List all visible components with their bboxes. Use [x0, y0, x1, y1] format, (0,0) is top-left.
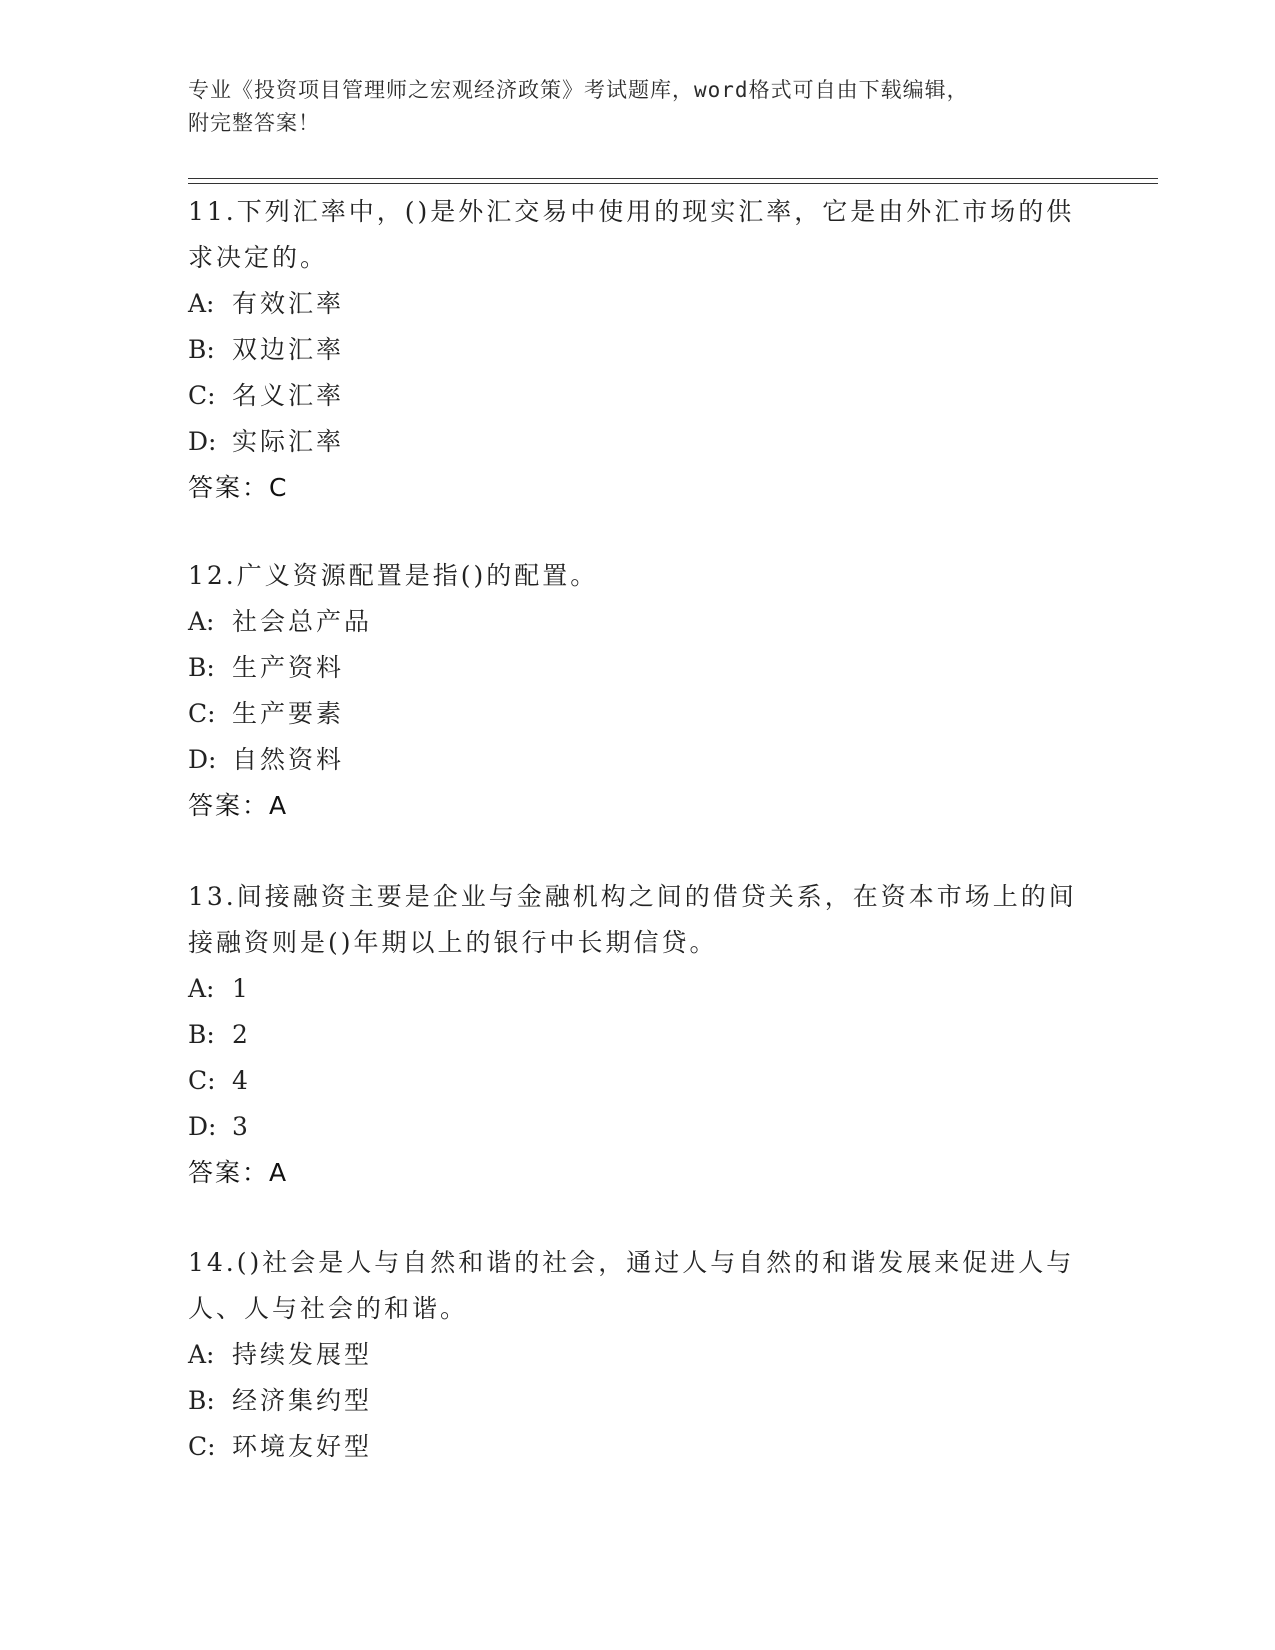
option-text: 环境友好型 [232, 1432, 373, 1461]
option-b [188, 645, 1088, 691]
option-text: 社会总产品 [232, 607, 373, 636]
answer-line: 答案：C [188, 473, 289, 502]
option-key: C: [188, 1432, 216, 1461]
option-key: B: [188, 653, 215, 682]
option-text: 双边汇率 [232, 335, 345, 364]
option-d [188, 1104, 1088, 1150]
option-text: 1 [232, 974, 251, 1003]
option-key: D: [188, 427, 217, 456]
answer-line: 答案：A [188, 791, 289, 820]
option-key: B: [188, 1386, 215, 1415]
option-text: 持续发展型 [232, 1340, 373, 1369]
option-key: A: [188, 607, 215, 636]
header-line-1: 专业《投资项目管理师之宏观经济政策》考试题库，word格式可自由下载编辑， [188, 78, 969, 102]
option-c [188, 1424, 1088, 1470]
question-14 [188, 1240, 1088, 1470]
header-divider-top [188, 178, 1158, 179]
option-b [188, 327, 1088, 373]
option-c [188, 691, 1088, 737]
option-b [188, 1012, 1088, 1058]
option-text: 自然资料 [232, 745, 345, 774]
header-divider-bottom [188, 183, 1158, 184]
question-stem: 11.下列汇率中，()是外汇交易中使用的现实汇率，它是由外汇市场的供求决定的。 [188, 197, 1075, 272]
option-a [188, 1332, 1088, 1378]
option-d [188, 419, 1088, 465]
question-12 [188, 553, 1088, 829]
option-d [188, 737, 1088, 783]
option-key: A: [188, 974, 215, 1003]
answer-line: 答案：A [188, 1158, 289, 1187]
option-text: 有效汇率 [232, 289, 345, 318]
option-text: 生产要素 [232, 699, 345, 728]
question-stem: 14.()社会是人与自然和谐的社会，通过人与自然的和谐发展来促进人与人、人与社会的和谐。 [188, 1248, 1075, 1323]
option-text: 生产资料 [232, 653, 345, 682]
option-key: A: [188, 1340, 215, 1369]
option-text: 3 [232, 1112, 251, 1141]
option-c [188, 373, 1088, 419]
option-text: 2 [232, 1020, 251, 1049]
document-header [188, 74, 1088, 140]
option-key: C: [188, 699, 216, 728]
option-c [188, 1058, 1088, 1104]
option-a [188, 599, 1088, 645]
option-text: 名义汇率 [232, 381, 345, 410]
option-key: B: [188, 1020, 215, 1049]
question-13 [188, 874, 1088, 1196]
option-key: D: [188, 1112, 217, 1141]
option-key: C: [188, 381, 216, 410]
option-key: B: [188, 335, 215, 364]
option-b [188, 1378, 1088, 1424]
question-11 [188, 189, 1088, 511]
header-line-2: 附完整答案！ [188, 111, 320, 135]
option-text: 实际汇率 [232, 427, 345, 456]
question-stem: 12.广义资源配置是指()的配置。 [188, 561, 599, 590]
option-key: A: [188, 289, 215, 318]
option-a [188, 966, 1088, 1012]
option-key: C: [188, 1066, 216, 1095]
option-text: 4 [232, 1066, 251, 1095]
option-a [188, 281, 1088, 327]
question-stem: 13.间接融资主要是企业与金融机构之间的借贷关系，在资本市场上的间接融资则是()年期以上的银行中长期信贷。 [188, 882, 1077, 957]
option-text: 经济集约型 [232, 1386, 373, 1415]
option-key: D: [188, 745, 217, 774]
